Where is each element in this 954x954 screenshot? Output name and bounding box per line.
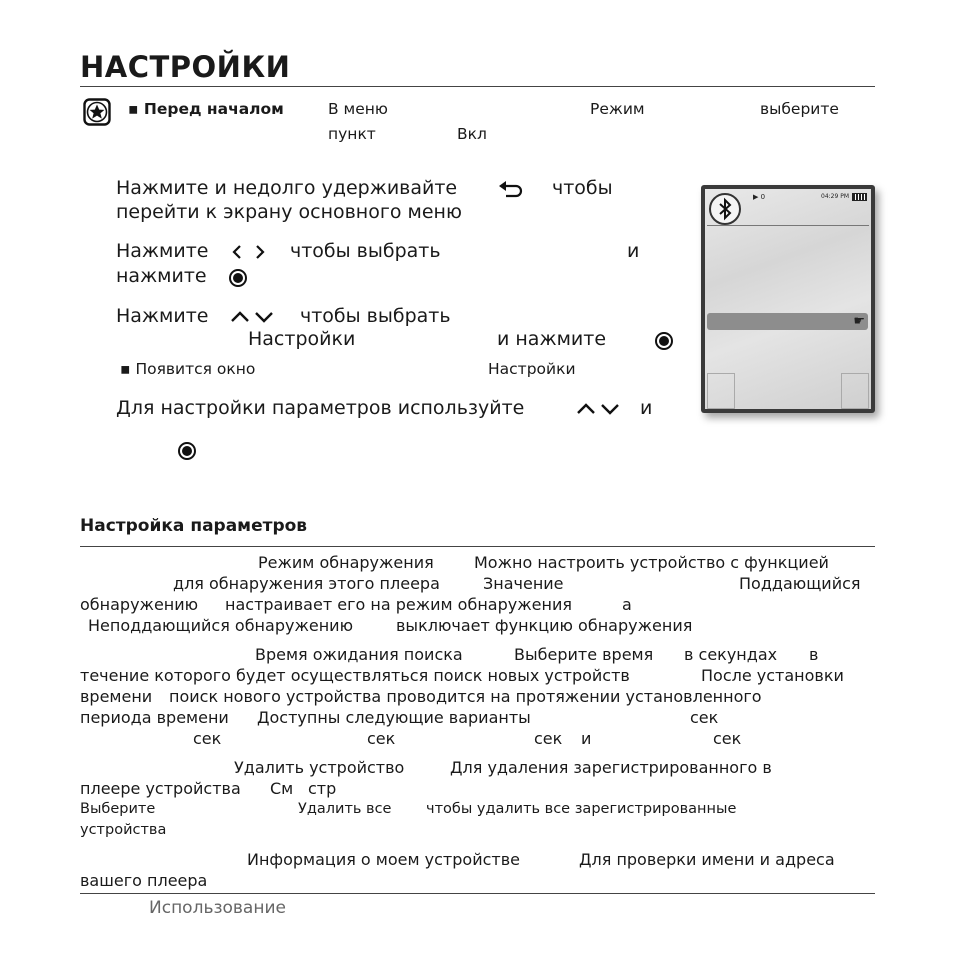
param-text: времени	[80, 687, 153, 706]
clock: 04:29 PM	[821, 193, 849, 200]
battery-icon	[852, 193, 867, 201]
param-delete-device: Удалить устройство	[234, 758, 405, 777]
note-heading	[128, 100, 284, 118]
param-text: Можно настроить устройство с функцией	[474, 553, 829, 572]
param-text: Удалить все	[298, 801, 392, 817]
note-text-menu: В меню	[328, 100, 388, 118]
step3-line2b: и нажмите	[497, 328, 607, 350]
bluetooth-icon	[709, 193, 741, 225]
note-text-choose: выберите	[760, 100, 839, 118]
step4-line1: Для настройки параметров используйте	[116, 397, 525, 419]
param-text: См	[270, 779, 294, 798]
section-divider	[80, 546, 875, 547]
param-text: чтобы удалить все зарегистрированные	[426, 801, 737, 817]
bullet-icon: ▪	[120, 360, 136, 378]
param-text: для обнаружения этого плеера	[173, 574, 440, 593]
note-text-mode: Режим	[590, 100, 645, 118]
step3-settings: Настройки	[248, 328, 356, 350]
back-icon	[498, 180, 524, 198]
step3-bullet-settings: Настройки	[488, 360, 576, 378]
param-text: Для проверки имени и адреса	[579, 850, 835, 869]
param-text: Выберите	[80, 801, 156, 817]
bullet-text: Появится окно	[135, 360, 256, 378]
note-text-on: Вкл	[457, 125, 487, 143]
step3-line1: Нажмите	[116, 305, 209, 327]
menu-highlight	[707, 313, 868, 330]
param-text: сек	[534, 729, 563, 748]
select-button-icon	[178, 442, 196, 460]
param-text: в	[809, 645, 819, 664]
step4-line1b: и	[640, 397, 653, 419]
param-text: плеере устройства	[80, 779, 241, 798]
param-text: Выберите время	[514, 645, 654, 664]
select-button-icon	[229, 269, 247, 287]
step1-line1: Нажмите и недолго удерживайте	[116, 177, 458, 199]
step2-line1: Нажмите	[116, 240, 209, 262]
play-status: ▶ 0	[753, 193, 766, 201]
step3-bullet	[120, 360, 255, 378]
param-text: а	[622, 595, 632, 614]
param-text: сек	[367, 729, 396, 748]
section-title: Настройка параметров	[80, 516, 308, 536]
step2-line1b: чтобы выбрать	[290, 240, 441, 262]
param-text: Доступны следующие варианты	[257, 708, 531, 727]
footer-divider	[80, 893, 875, 894]
up-down-icon	[230, 310, 274, 324]
param-text: периода времени	[80, 708, 229, 727]
param-text: Значение	[483, 574, 564, 593]
footer-label: Использование	[149, 898, 286, 918]
param-text: обнаружению	[80, 595, 199, 614]
param-search-timeout: Время ожидания поиска	[255, 645, 463, 664]
step1-line1b: чтобы	[552, 177, 613, 199]
param-discovery-mode: Режим обнаружения	[258, 553, 434, 572]
param-text: сек	[713, 729, 742, 748]
param-text: в секундах	[684, 645, 778, 664]
param-text: Поддающийся	[739, 574, 861, 593]
title-divider	[80, 86, 875, 87]
param-text: поиск нового устройства проводится на протяжении установленного	[169, 687, 762, 706]
speaker-decoration	[841, 373, 869, 409]
param-text: устройства	[80, 822, 167, 838]
param-text: Неподдающийся обнаружению	[88, 616, 354, 635]
param-text: течение которого будет осуществляться поиск новых устройств	[80, 666, 630, 685]
device-screenshot	[701, 185, 875, 413]
param-text: сек	[690, 708, 719, 727]
param-text: выключает функцию обнаружения	[396, 616, 693, 635]
param-text: настраивает его на режим обнаружения	[225, 595, 572, 614]
param-text: стр	[308, 779, 337, 798]
page-title: НАСТРОЙКИ	[80, 50, 291, 84]
param-text: сек	[193, 729, 222, 748]
param-text: Для удаления зарегистрированного в	[450, 758, 772, 777]
step1-line2: перейти к экрану основного меню	[116, 201, 462, 223]
pointing-hand-icon: ☛	[853, 314, 865, 329]
param-device-info: Информация о моем устройстве	[247, 850, 520, 869]
star-note-icon	[83, 98, 111, 126]
select-button-icon	[655, 332, 673, 350]
left-right-icon	[231, 243, 267, 261]
param-text: После установки	[701, 666, 844, 685]
up-down-icon	[576, 402, 620, 416]
screen-divider	[707, 225, 869, 226]
note-heading-text: Перед началом	[143, 100, 284, 118]
param-text: вашего плеера	[80, 871, 208, 890]
bullet-icon: ▪	[128, 100, 144, 118]
param-text: и	[581, 729, 592, 748]
speaker-decoration	[707, 373, 735, 409]
device-screen	[705, 189, 871, 409]
step2-line1c: и	[627, 240, 640, 262]
step2-line2: нажмите	[116, 265, 207, 287]
step3-line1b: чтобы выбрать	[300, 305, 451, 327]
note-text-item: пункт	[328, 125, 376, 143]
